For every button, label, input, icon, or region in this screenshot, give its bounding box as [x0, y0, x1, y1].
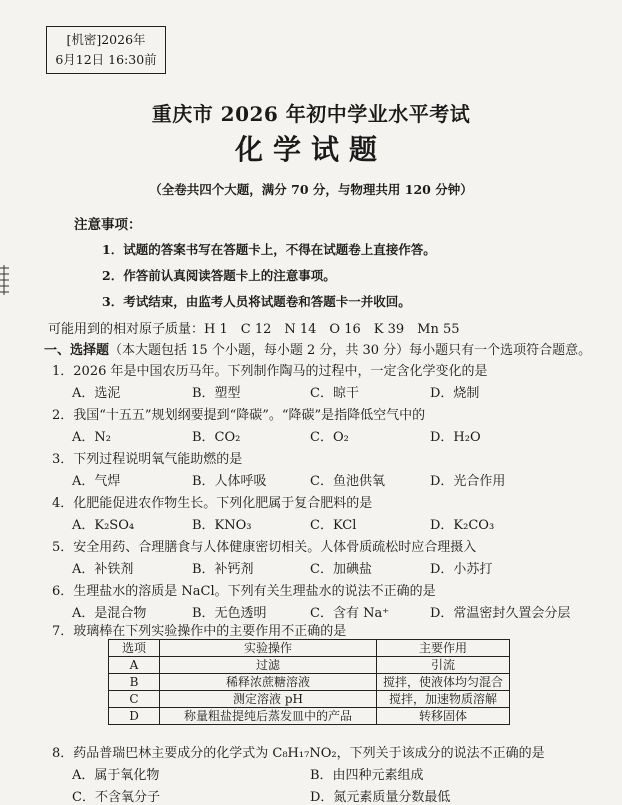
option: C．鱼池供氧	[310, 474, 385, 489]
question-stem: 6．生理盐水的溶质是 NaCl。下列有关生理盐水的说法不正确的是	[52, 584, 436, 599]
table-cell: 搅拌，使液体均匀混合	[377, 674, 510, 691]
table-cell: 过滤	[160, 657, 377, 674]
option: B．人体呼吸	[192, 474, 267, 489]
question-stem: 3．下列过程说明氧气能助燃的是	[52, 452, 243, 467]
table-header: 实验操作	[160, 640, 377, 657]
option: D．常温密封久置会分层	[430, 606, 571, 621]
table-cell: 引流	[377, 657, 510, 674]
binding-mark-icon	[0, 265, 9, 295]
question-stem: 8．药品普瑞巴林主要成分的化学式为 C₈H₁₇NO₂，下列关于该成分的说法不正确的是	[52, 746, 545, 761]
notice-item: 1．试题的答案书写在答题卡上，不得在试题卷上直接作答。	[102, 242, 436, 257]
question-stem: 2．我国“十五五”规划纲要提到“降碳”。“降碳”是指降低空气中的	[52, 408, 426, 423]
question-stem: 7．玻璃棒在下列实验操作中的主要作用不正确的是	[52, 624, 347, 639]
table-row	[109, 657, 510, 674]
option: C．不含氧分子	[72, 790, 160, 805]
option: A．N₂	[72, 430, 111, 445]
exam-title: 重庆市 2026 年初中学业水平考试	[151, 102, 471, 126]
notice-item: 2．作答前认真阅读答题卡上的注意事项。	[102, 268, 336, 283]
table-cell: B	[109, 674, 160, 691]
option: D．K₂CO₃	[430, 518, 495, 533]
option: C．KCl	[310, 518, 357, 533]
option: D．小苏打	[430, 562, 493, 577]
option: A．是混合物	[72, 606, 147, 621]
notice-item: 3．考试结束，由监考人员将试题卷和答题卡一并收回。	[102, 294, 411, 309]
option: A．补铁剂	[72, 562, 134, 577]
table-row	[109, 674, 510, 691]
table-header-row	[109, 640, 510, 657]
table-row	[109, 691, 510, 708]
table-cell: C	[109, 691, 160, 708]
question-stem: 5．安全用药、合理膳食与人体健康密切相关。人体骨质疏松时应合理摄入	[52, 540, 477, 555]
option: C．加碘盐	[310, 562, 372, 577]
option: A．属于氧化物	[72, 768, 160, 783]
table-cell: 称量粗盐提纯后蒸发皿中的产品	[160, 708, 377, 725]
table-cell: 转移固体	[377, 708, 510, 725]
confidential-box	[46, 26, 166, 74]
table-cell: 搅拌，加速物质溶解	[377, 691, 510, 708]
option: B．CO₂	[192, 430, 241, 445]
atomic-masses: 可能用到的相对原子质量：H 1 C 12 N 14 O 16 K 39 Mn 55	[48, 322, 460, 337]
option: D．光合作用	[430, 474, 506, 489]
option: C．O₂	[310, 430, 349, 445]
question-stem: 1．2026 年是中国农历马年。下列制作陶马的过程中，一定含化学变化的是	[52, 364, 488, 379]
table-header: 选项	[109, 640, 160, 657]
table-row	[109, 708, 510, 725]
table-cell: 稀释浓蔗糖溶液	[160, 674, 377, 691]
section-description: （本大题包括 15 个小题，每小题 2 分，共 30 分）每小题只有一个选项符合题意。	[109, 343, 592, 358]
confidential-deadline: 6月12日 16:30前	[55, 52, 157, 67]
option: A．K₂SO₄	[72, 518, 135, 533]
option: B．塑型	[192, 386, 241, 401]
confidential-label: [机密]2026年	[66, 32, 146, 47]
option: A．选泥	[72, 386, 121, 401]
table-cell: A	[109, 657, 160, 674]
exam-subtitle: （全卷共四个大题，满分 70 分，与物理共用 120 分钟）	[149, 182, 473, 197]
table-cell: D	[109, 708, 160, 725]
option: A．气焊	[72, 474, 121, 489]
section-heading: 一、选择题	[44, 343, 110, 358]
option: D．烧制	[430, 386, 480, 401]
option: B．KNO₃	[192, 518, 252, 533]
notice-heading: 注意事项：	[74, 217, 142, 233]
table-cell: 测定溶液 pH	[160, 691, 377, 708]
option: D．H₂O	[430, 430, 481, 445]
option: C．含有 Na⁺	[310, 606, 390, 621]
subject-title: 化学试题	[234, 133, 387, 166]
option: D．氮元素质量分数最低	[310, 790, 451, 805]
option: C．晾干	[310, 386, 359, 401]
experiment-table	[108, 639, 510, 725]
question-stem: 4．化肥能促进农作物生长。下列化肥属于复合肥料的是	[52, 496, 373, 511]
option: B．补钙剂	[192, 562, 254, 577]
option: B．无色透明	[192, 606, 267, 621]
table-header: 主要作用	[377, 640, 510, 657]
option: B．由四种元素组成	[310, 768, 424, 783]
section-one	[44, 339, 591, 358]
